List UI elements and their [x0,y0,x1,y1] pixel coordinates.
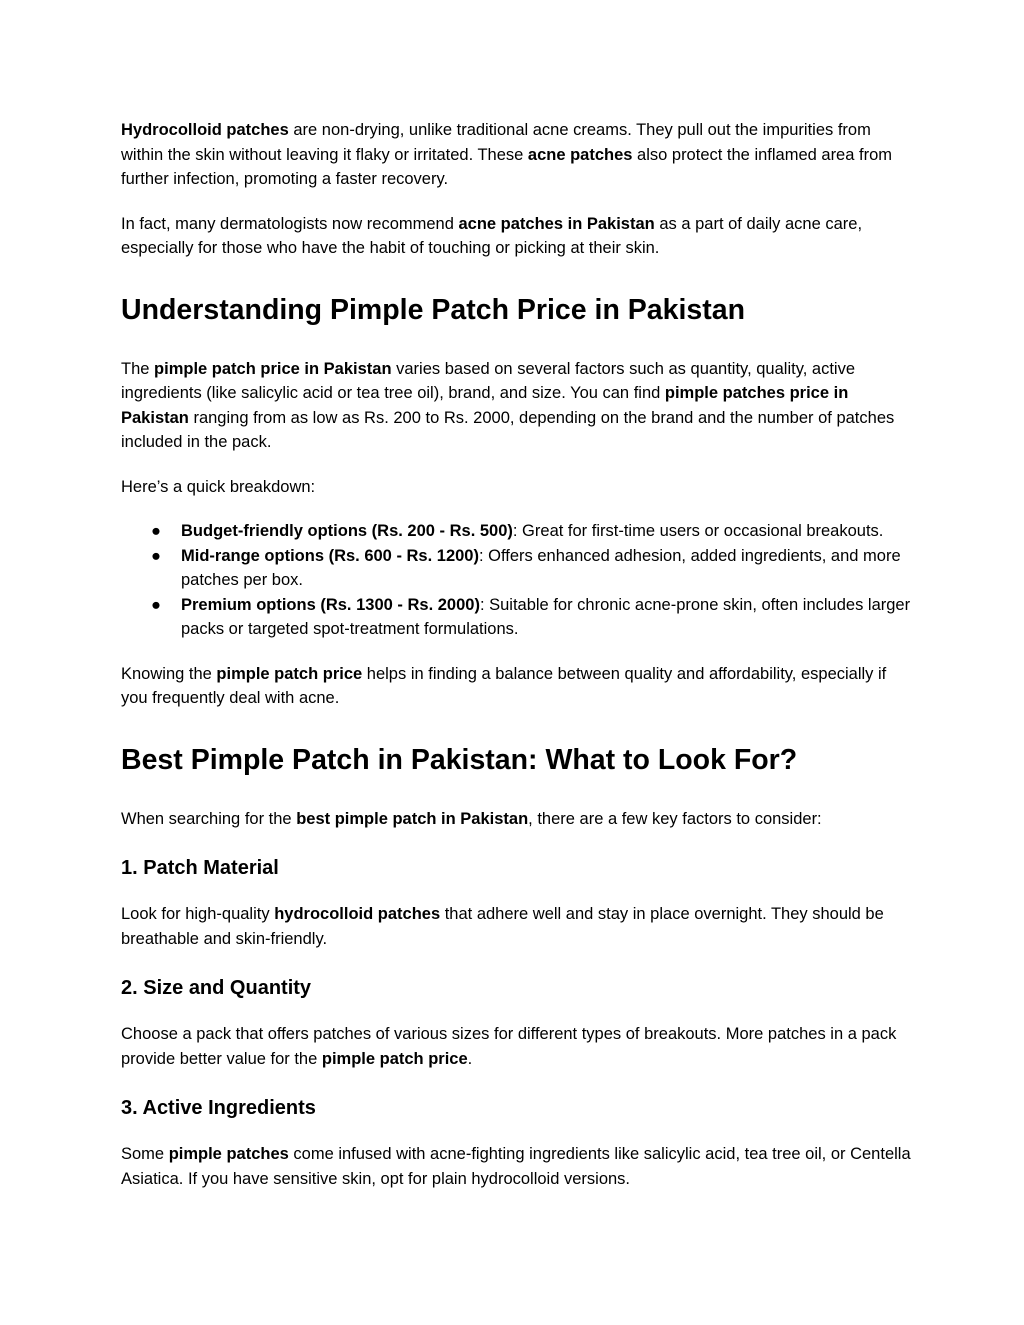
list-item-budget [121,519,911,544]
document-page [121,118,911,1191]
bold-term: Mid-range options (Rs. 600 - Rs. 1200) [181,546,479,565]
bold-term: best pimple patch in Pakistan [296,809,529,828]
paragraph-key-factors [121,807,911,832]
text: as a part of daily acne care, especially for those who have the habit of touching or picking at their skin. [121,214,863,257]
text: come infused with acne-fighting ingredients like salicylic acid, tea tree oil, or Centella Asiatica. If you have sensitive skin, opt for plain hydrocolloid versions. [121,1145,911,1188]
text: : Great for first-time users or occasional breakouts. [512,522,884,540]
heading-best-patch: Best Pimple Patch in Pakistan: What to Look For? [121,743,798,776]
paragraph-patch-material [121,902,911,951]
bold-term: pimple patches [168,1145,289,1163]
paragraph-knowing-price [121,662,911,711]
heading-price: Understanding Pimple Patch Price in Pakistan [121,293,746,326]
text: The [121,359,155,378]
text: are non-drying, unlike traditional acne creams. They pull out the impurities from within the skin without leaving it flaky or irritated. These [121,121,871,164]
list-item-mid-range [121,544,911,593]
list-item-premium [121,593,911,642]
bullet-icon: ● [151,522,161,540]
bold-term: hydrocolloid patches [274,905,441,923]
price-breakdown-list [121,519,911,642]
text: : Suitable for chronic acne-prone skin, often includes larger packs or targeted spot-treatment formulations. [181,595,911,638]
bold-term: Budget-friendly options (Rs. 200 - Rs. 500) [181,522,513,540]
paragraph-breakdown-intro: Here’s a quick breakdown: [121,477,316,496]
text: that adhere well and stay in place overnight. They should be breathable and skin-friendly. [121,905,884,948]
text: In fact, many dermatologists now recommend [121,214,459,233]
bullet-icon: ● [151,595,161,614]
text: ranging from as low as Rs. 200 to Rs. 2000, depending on the brand and the number of patches included in the pack. [121,408,895,451]
bold-term: Premium options (Rs. 1300 - Rs. 2000) [181,595,480,614]
paragraph-size-quantity [121,1022,911,1071]
text: also protect the inflamed area from further infection, promoting a faster recovery. [121,145,892,188]
heading-size-quantity: 2. Size and Quantity [121,977,312,999]
text: : Offers enhanced adhesion, added ingredients, and more patches per box. [181,546,901,589]
bullet-icon: ● [151,546,161,565]
text: . [467,1049,473,1068]
bold-term: pimple patches price in Pakistan [121,384,849,427]
bold-term: acne patches [527,145,633,164]
text: varies based on several factors such as quantity, quality, active ingredients (like salicylic acid or tea tree oil), brand, and size. You can find [121,359,855,402]
text: , there are a few key factors to consider: [528,809,822,828]
text: helps in finding a balance between quality and affordability, especially if you frequently deal with acne. [121,664,887,707]
text: Look for high-quality [121,905,275,923]
paragraph-price-factors [121,357,911,455]
paragraph-active-ingredients [121,1142,911,1191]
text: When searching for the [121,809,297,828]
bold-term: pimple patch price [216,664,363,683]
bold-term: Hydrocolloid patches [121,121,289,139]
paragraph-dermatologists [121,212,911,261]
paragraph-hydrocolloid-benefits [121,118,911,192]
text: Some [121,1145,169,1163]
bold-term: pimple patch price [321,1049,468,1068]
bold-term: pimple patch price in Pakistan [154,359,392,378]
heading-patch-material: 1. Patch Material [121,857,279,879]
bold-term: acne patches in Pakistan [458,214,655,233]
text: Choose a pack that offers patches of various sizes for different types of breakouts. More patches in a pack provide better value for the [121,1025,897,1068]
text: Knowing the [121,664,217,683]
heading-active-ingredients: 3. Active Ingredients [121,1097,316,1119]
